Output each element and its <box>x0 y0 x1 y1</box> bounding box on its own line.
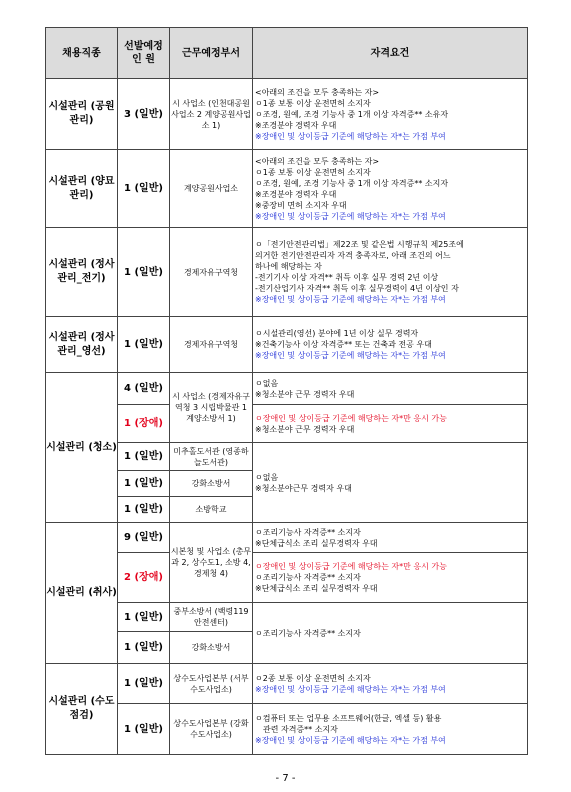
qualification-cell <box>253 603 528 664</box>
qualification-cell <box>253 704 528 755</box>
qualification-line: ※청소분야 근무 경력자 우대 <box>255 389 355 399</box>
count-cell: 1 (일반) <box>118 664 170 704</box>
qualification-line: ㅇ시설관리(영선) 분야에 1년 이상 실무 경력자 <box>255 329 419 338</box>
count-cell: 1 (일반) <box>118 704 170 755</box>
disability-note: ※장애인 및 상이등급 기준에 해당하는 자*는 가점 부여 <box>255 295 446 304</box>
table-row <box>46 317 528 373</box>
dept-cell: 시 사업소 (인천대공원사업소 2 계양공원사업소 1) <box>170 79 253 150</box>
header-count: 선발예정 인 원 <box>118 28 170 79</box>
qualification-line: 관련 자격증** 소지자 <box>263 724 338 734</box>
qualification-line: ※중장비 면허 소지자 우대 <box>255 200 347 210</box>
disability-note: ※장애인 및 상이등급 기준에 해당하는 자*는 가점 부여 <box>255 684 446 694</box>
count-cell: 1 (일반) <box>118 632 170 664</box>
table-row <box>46 523 528 553</box>
dept-cell: 상수도사업본부 (서부수도사업소) <box>170 664 253 704</box>
qualification-line: ㅇ조리기능사 자격증** 소지자 <box>255 628 361 638</box>
count-cell: 1 (일반) <box>118 228 170 317</box>
qualification-line: ㅇ조경, 원예, 조경 기능사 중 1개 이상 자격증** 소유자 <box>255 109 449 119</box>
qualification-line: ㅇ2종 보통 이상 운전면허 소지자 <box>255 673 371 683</box>
qualification-line: ※조경분야 경력자 우대 <box>255 120 337 130</box>
table-row <box>46 704 528 755</box>
qualification-line: 하나에 해당하는 자 <box>255 262 322 271</box>
header-dept: 근무예정부서 <box>170 28 253 79</box>
qualification-line: <아래의 조건을 모두 충족하는 자> <box>255 156 380 166</box>
table-row <box>46 553 528 603</box>
dept-cell: 경제자유구역청 <box>170 228 253 317</box>
job-cell: 시설관리 (취사) <box>46 523 118 664</box>
count-cell: 1 (일반) <box>118 471 170 497</box>
job-cell: 시설관리 (청소) <box>46 373 118 523</box>
dept-cell: 경제자유구역청 <box>170 317 253 373</box>
qualification-line: ㅇ「전기안전관리법」제22조 및 같은법 시행규칙 제25조에 <box>255 240 464 249</box>
count-cell: 1 (일반) <box>118 443 170 471</box>
table-row <box>46 405 528 443</box>
qualification-line: ※청소분야근무 경력자 우대 <box>255 483 352 493</box>
job-cell: 시설관리 (공원관리) <box>46 79 118 150</box>
qualification-line: ㅇ없음 <box>255 472 279 482</box>
job-cell: 시설관리 (정사관리_영선) <box>46 317 118 373</box>
dept-cell: 소방학교 <box>170 497 253 523</box>
qualification-cell <box>253 664 528 704</box>
job-cell: 시설관리 (양묘관리) <box>46 150 118 228</box>
qualification-cell <box>253 405 528 443</box>
count-cell: 4 (일반) <box>118 373 170 405</box>
disability-only-note: ㅇ장애인 및 상이등급 기준에 해당하는 자*만 응시 가능 <box>255 562 447 571</box>
table-row <box>46 664 528 704</box>
header-job: 채용직종 <box>46 28 118 79</box>
recruitment-table <box>45 27 528 755</box>
qualification-line: ※조경분야 경력자 우대 <box>255 189 337 199</box>
table-row <box>46 79 528 150</box>
table-row <box>46 228 528 317</box>
table-row <box>46 603 528 632</box>
count-cell: 1 (일반) <box>118 603 170 632</box>
disability-only-note: ㅇ장애인 및 상이등급 기준에 해당하는 자*만 응시 가능 <box>255 413 447 423</box>
qualification-line: ※청소분야 근무 경력자 우대 <box>255 424 355 434</box>
dept-cell: 시본청 및 사업소 (총무과 2, 상수도1, 소방 4, 경제청 4) <box>170 523 253 603</box>
count-cell: 9 (일반) <box>118 523 170 553</box>
disability-note: ※장애인 및 상이등급 기준에 해당하는 자*는 가점 부여 <box>255 735 446 745</box>
qualification-line: ※단체급식소 조리 실무경력자 우대 <box>255 584 378 593</box>
dept-cell: 계양공원사업소 <box>170 150 253 228</box>
qualification-line: ㅇ조리기능사 자격증** 소지자 <box>255 573 361 582</box>
disability-note: ※장애인 및 상이등급 기준에 해당하는 자*는 가점 부여 <box>255 211 446 221</box>
qualification-cell <box>253 150 528 228</box>
job-cell: 시설관리 (정사관리_전기) <box>46 228 118 317</box>
qualification-line: <아래의 조건을 모두 충족하는 자> <box>255 87 380 97</box>
count-cell: 1 (일반) <box>118 317 170 373</box>
job-cell: 시설관리 (수도점검) <box>46 664 118 755</box>
count-cell: 3 (일반) <box>118 79 170 150</box>
dept-cell: 강화소방서 <box>170 632 253 664</box>
qualification-line: ※단체급식소 조리 실무경력자 우대 <box>255 538 378 548</box>
dept-cell: 중부소방서 (백령119안전센터) <box>170 603 253 632</box>
qualification-line: -전기기사 이상 자격** 취득 이후 실무 경력 2년 이상 <box>255 273 439 282</box>
table-header-row <box>46 28 528 79</box>
qualification-cell <box>253 373 528 405</box>
count-cell: 1 (일반) <box>118 150 170 228</box>
qualification-line: ㅇ조리기능사 자격증** 소지자 <box>255 527 361 537</box>
qualification-line: ㅇ조경, 원예, 조경 기능사 중 1개 이상 자격증** 소지자 <box>255 178 449 188</box>
table-row <box>46 150 528 228</box>
qualification-cell <box>253 523 528 553</box>
qualification-line: -전기산업기사 자격** 취득 이후 실무경력이 4년 이상인 자 <box>255 284 459 293</box>
qualification-line: ㅇ1종 보통 이상 운전면허 소지자 <box>255 167 371 177</box>
qualification-cell <box>253 228 528 317</box>
dept-cell: 미추홀도서관 (영종하늘도서관) <box>170 443 253 471</box>
qualification-cell <box>253 553 528 603</box>
qualification-cell <box>253 443 528 523</box>
dept-cell: 상수도사업본부 (강화수도사업소) <box>170 704 253 755</box>
table-row <box>46 443 528 471</box>
disability-note: ※장애인 및 상이등급 기준에 해당하는 자*는 가점 부여 <box>255 131 446 141</box>
count-cell: 1 (일반) <box>118 497 170 523</box>
page-number: - 7 - <box>275 773 296 784</box>
count-cell: 2 (장애) <box>118 553 170 603</box>
qualification-line: ㅇ컴퓨터 또는 업무용 소프트웨어(한글, 엑셀 등) 활용 <box>255 713 442 723</box>
qualification-cell <box>253 317 528 373</box>
table-row <box>46 373 528 405</box>
count-cell: 1 (장애) <box>118 405 170 443</box>
disability-note: ※장애인 및 상이등급 기준에 해당하는 자*는 가점 부여 <box>255 351 446 360</box>
qualification-cell <box>253 79 528 150</box>
header-qualification: 자격요건 <box>253 28 528 79</box>
qualification-line: 의거한 전기안전관리자 자격 충족자로, 아래 조건의 어느 <box>255 251 451 260</box>
dept-cell: 시 사업소 (경제자유구역청 3 시립박물관 1 계양소방서 1) <box>170 373 253 443</box>
qualification-line: ※건축기능사 이상 자격증** 또는 건축과 전공 우대 <box>255 340 432 349</box>
qualification-line: ㅇ없음 <box>255 378 279 388</box>
qualification-line: ㅇ1종 보통 이상 운전면허 소지자 <box>255 98 371 108</box>
dept-cell: 강화소방서 <box>170 471 253 497</box>
